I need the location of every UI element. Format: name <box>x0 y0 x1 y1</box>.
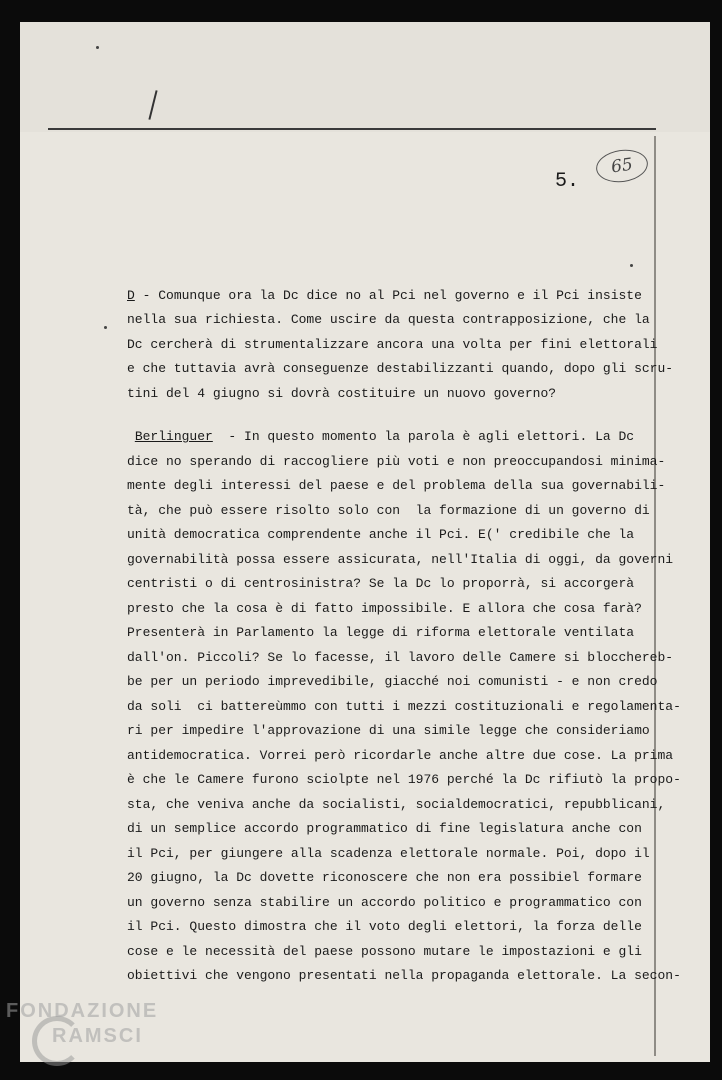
text-line: 20 giugno, la Dc dovette riconoscere che non era possibiel formare <box>127 870 642 885</box>
text-line: tà, che può essere risolto solo con la formazione di un governo di <box>127 502 650 518</box>
text-line: sta, che veniva anche da socialisti, socialdemocratici, repubblicani, <box>127 796 666 812</box>
paragraph-question <box>127 284 674 406</box>
text-line: obiettivi che vengono presentati nella propaganda elettorale. La secon- <box>127 968 681 983</box>
text-line: unità democratica comprendente anche il Pci. E(' credibile che la <box>127 527 635 542</box>
paragraph-answer <box>127 425 681 989</box>
page-number: 5. <box>555 170 580 193</box>
text-line: di un semplice accordo programmatico di fine legislatura anche con <box>127 821 642 836</box>
text-line: presto che la cosa è di fatto impossibile. E allora che cosa farà? <box>127 600 642 616</box>
speaker-label: D <box>127 288 135 303</box>
watermark-line1: FONDAZIONE <box>6 1000 159 1022</box>
archive-number-stamp: 65 <box>594 147 650 186</box>
text-line: e che tuttavia avrà conseguenze destabilizzanti quando, dopo gli scru- <box>127 361 674 377</box>
text-line: Dc cercherà di strumentalizzare ancora una volta per fini elettorali <box>127 336 658 352</box>
text-line: mente degli interessi del paese e del problema della sua governabili- <box>127 478 666 493</box>
sheet-right-edge <box>654 136 656 1056</box>
text-line: ri per impedire l'approvazione di una simile legge che consideriamo <box>127 723 650 738</box>
watermark <box>6 1000 206 1048</box>
text-line: antidemocratica. Vorrei però ricordarle anche altre due cose. La prima <box>127 747 674 763</box>
watermark-line2: RAMSCI <box>52 1025 143 1047</box>
dust-mark <box>630 264 633 267</box>
text-line: un governo senza stabilire un accordo politico e programmatico con <box>127 894 642 910</box>
text-line: - Comunque ora la Dc dice no al Pci nel governo e il Pci insiste <box>134 288 642 303</box>
sheet-edge-line <box>48 128 656 130</box>
text-line: tini del 4 giugno si dovrà costituire un nuovo governo? <box>127 385 557 401</box>
text-line: il Pci, per giungere alla scadenza elettorale normale. Poi, dopo il <box>127 845 650 861</box>
text-line: è che le Camere furono sciolpte nel 1976 perché la Dc rifiutò la propo- <box>127 772 681 787</box>
speaker-label: Berlinguer <box>134 429 213 444</box>
text-line: centristi o di centrosinistra? Se la Dc lo proporrà, si accorgerà <box>127 576 635 591</box>
underlying-sheet <box>20 22 710 132</box>
text-line: Presenterà in Parlamento la legge di riforma elettorale ventilata <box>127 625 635 640</box>
text-line: dall'on. Piccoli? Se lo facesse, il lavoro delle Camere si bloccherеb- <box>127 649 674 665</box>
text-line: da soli ci battereùmmo con tutti i mezzi costituzionali e regolamenta- <box>127 698 681 714</box>
dust-mark <box>104 326 107 329</box>
dust-mark <box>96 46 99 49</box>
text-line: governabilità possa essere assicurata, nell'Italia di oggi, da governi <box>127 551 674 567</box>
text-line: - In questo momento la parola è agli elettori. La Dc <box>212 429 635 444</box>
text-line: il Pci. Questo dimostra che il voto degli elettori, la forza delle <box>127 919 642 934</box>
text-line: cose e le necessità del paese possono mutare le impostazioni e gli <box>127 943 642 959</box>
text-line: dice no sperando di raccogliere più voti e non preoccupandosi minima- <box>127 453 666 469</box>
text-line: be per un periodo imprevedibile, giacché noi comunisti - e non credo <box>127 674 658 689</box>
text-line: nella sua richiesta. Come uscire da questa contrapposizione, che la <box>127 312 650 328</box>
